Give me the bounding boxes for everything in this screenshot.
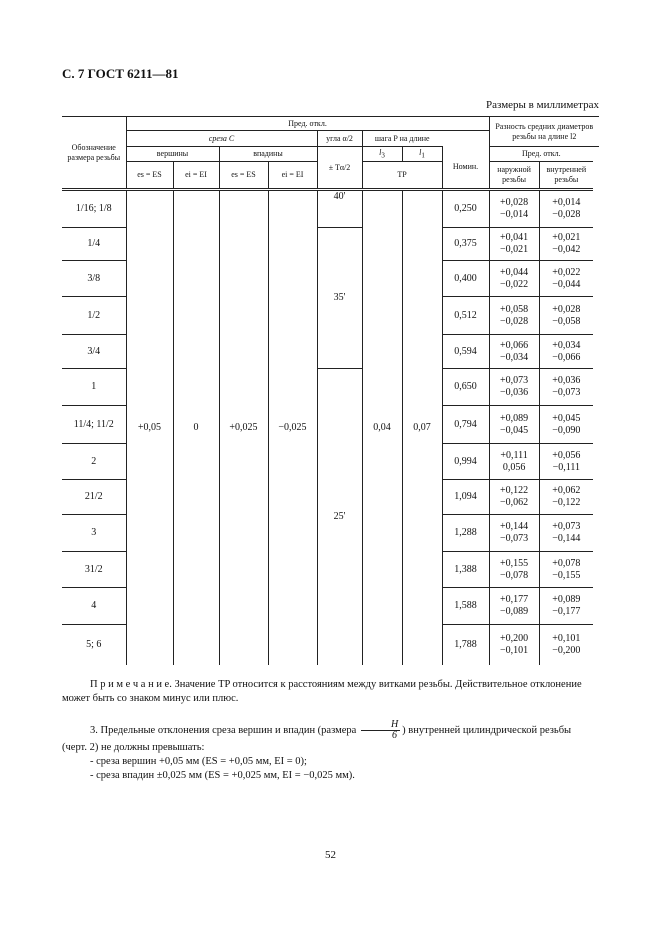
para3-lead: 3. Предельные отклонения среза вершин и впадин (размера bbox=[90, 724, 357, 736]
naruzh-header: наружной резьбы bbox=[489, 162, 539, 190]
designation-cell: 1/2 bbox=[62, 297, 126, 335]
naruzh-cell: +0,111 0,056 bbox=[489, 444, 539, 480]
naruzh-cell: +0,044 −0,022 bbox=[489, 261, 539, 297]
designation-header: Обозначение размера резьбы bbox=[62, 117, 126, 190]
note-lead: П р и м е ч а н и е. bbox=[90, 679, 172, 690]
vnutr-cell: +0,045 −0,090 bbox=[539, 406, 593, 444]
naruzh-cell: +0,177 −0,089 bbox=[489, 588, 539, 625]
ugla-sub-header: ± Tα/2 bbox=[317, 147, 362, 190]
vnutr-cell: +0,028 −0,058 bbox=[539, 297, 593, 335]
designation-cell: 1/4 bbox=[62, 228, 126, 261]
designation-cell: 21/2 bbox=[62, 480, 126, 515]
ei-header: ei = EI bbox=[173, 162, 219, 190]
nominal-cell: 0,594 bbox=[442, 335, 489, 369]
pred-otkl-header: Пред. откл. bbox=[126, 117, 489, 131]
designation-cell: 1 bbox=[62, 369, 126, 406]
page-number: 52 bbox=[325, 849, 336, 861]
tp-header: TP bbox=[362, 162, 442, 190]
units-caption: Размеры в миллиметрах bbox=[486, 99, 599, 111]
para3-line2: (черт. 2) не должны превышать: bbox=[62, 742, 205, 753]
nominal-cell: 0,400 bbox=[442, 261, 489, 297]
pred-otkl2-header: Пред. откл. bbox=[489, 147, 593, 162]
nominal-cell: 1,094 bbox=[442, 480, 489, 515]
es-header: es = ES bbox=[126, 162, 173, 190]
h-over-6-fraction: $\frac{H}{6}$ bbox=[361, 720, 400, 741]
naruzh-cell: +0,089 −0,045 bbox=[489, 406, 539, 444]
para3-bullet1: - среза вершин +0,05 мм (ES = +0,05 мм, EI = 0); bbox=[90, 756, 307, 767]
paragraph-3 bbox=[62, 720, 599, 783]
sreza-header: среза C bbox=[126, 131, 317, 147]
vnutr-cell: +0,056 −0,111 bbox=[539, 444, 593, 480]
nominal-cell: 0,650 bbox=[442, 369, 489, 406]
nominal-cell: 0,512 bbox=[442, 297, 489, 335]
nomin-header: Номин. bbox=[442, 147, 489, 190]
naruzh-cell: +0,058 −0,028 bbox=[489, 297, 539, 335]
vpadiny-header: впадины bbox=[219, 147, 317, 162]
designation-cell: 5; 6 bbox=[86, 638, 102, 650]
para3-tail: ) внутренней цилиндрической резьбы bbox=[402, 724, 572, 736]
page-header: С. 7 ГОСТ 6211—81 bbox=[62, 66, 179, 81]
vnutr-cell: +0,073 −0,144 bbox=[539, 515, 593, 552]
angle-35: 35' bbox=[317, 228, 362, 369]
l3-header: $l_3$ bbox=[362, 147, 402, 162]
designation-cell: 2 bbox=[62, 444, 126, 480]
vnutr-cell: +0,022 −0,044 bbox=[539, 261, 593, 297]
nominal-cell: 1,388 bbox=[442, 552, 489, 588]
es-value: +0,05 bbox=[126, 190, 173, 665]
table-note bbox=[62, 678, 599, 706]
nominal-cell: 0,794 bbox=[442, 406, 489, 444]
designation-cell: 31/2 bbox=[62, 552, 126, 588]
naruzh-cell: +0,155 −0,078 bbox=[489, 552, 539, 588]
para3-bullet2: - среза впадин ±0,025 мм (ES = +0,025 мм, EI = −0,025 мм). bbox=[90, 770, 355, 781]
designation-cell: 4 bbox=[62, 588, 126, 625]
designation-cell: 3 bbox=[62, 515, 126, 552]
tolerance-table bbox=[62, 116, 599, 665]
naruzh-cell: +0,144 −0,073 bbox=[489, 515, 539, 552]
vnutr-cell: +0,021 −0,042 bbox=[539, 228, 593, 261]
ei-value: 0 bbox=[173, 190, 219, 665]
note-text: Значение TP относится к расстояниям между витками резьбы. Действительное отклонение может быть со знаком минус или плюс. bbox=[62, 679, 582, 704]
nominal-cell: 1,788 bbox=[442, 625, 489, 665]
l3-value: 0,04 bbox=[362, 190, 402, 665]
naruzh-cell: +0,028 −0,014 bbox=[489, 190, 539, 228]
nominal-cell: 1,288 bbox=[442, 515, 489, 552]
vnutr-cell: +0,062 −0,122 bbox=[539, 480, 593, 515]
designation-cell: 11/4; 11/2 bbox=[62, 406, 126, 444]
vnutr-cell: +0,034 −0,066 bbox=[539, 335, 593, 369]
naruzh-cell: +0,122 −0,062 bbox=[489, 480, 539, 515]
ei2-value: −0,025 bbox=[268, 190, 317, 665]
ugla-header: угла α/2 bbox=[317, 131, 362, 147]
l1-value: 0,07 bbox=[402, 190, 442, 665]
es2-value: +0,025 bbox=[219, 190, 268, 665]
naruzh-cell: +0,041 −0,021 bbox=[489, 228, 539, 261]
es2-header: es = ES bbox=[219, 162, 268, 190]
vnutr-cell: +0,014 −0,028 bbox=[539, 190, 593, 228]
vershiny-header: вершины bbox=[126, 147, 219, 162]
vnutr-cell: +0,078 −0,155 bbox=[539, 552, 593, 588]
nominal-cell: 1,588 bbox=[442, 588, 489, 625]
angle-25: 25' bbox=[317, 369, 362, 665]
designation-cell: 3/4 bbox=[62, 335, 126, 369]
designation-cell: 3/8 bbox=[62, 261, 126, 297]
nominal-cell: 0,994 bbox=[442, 444, 489, 480]
nominal-cell: 0,250 bbox=[442, 190, 489, 228]
naruzh-cell: +0,200 −0,101 bbox=[489, 625, 539, 665]
vnutr-cell: +0,089 −0,177 bbox=[539, 588, 593, 625]
l1-header: $l_1$ bbox=[402, 147, 442, 162]
angle-40: 40' bbox=[317, 190, 362, 228]
vnutr-header: внутренней резьбы bbox=[539, 162, 593, 190]
ei2-header: ei = EI bbox=[268, 162, 317, 190]
designation-cell: 1/16; 1/8 bbox=[62, 190, 126, 228]
table-row bbox=[62, 190, 599, 228]
naruzh-cell: +0,073 −0,036 bbox=[489, 369, 539, 406]
naruzh-cell: +0,066 −0,034 bbox=[489, 335, 539, 369]
vnutr-cell: +0,036 −0,073 bbox=[539, 369, 593, 406]
raznost-header: Разность средних диаметров резьбы на длине l2 bbox=[489, 117, 599, 147]
vnutr-cell: +0,101 −0,200 bbox=[539, 625, 593, 665]
shaga-header: шага P на длине bbox=[362, 131, 442, 147]
nominal-cell: 0,375 bbox=[442, 228, 489, 261]
